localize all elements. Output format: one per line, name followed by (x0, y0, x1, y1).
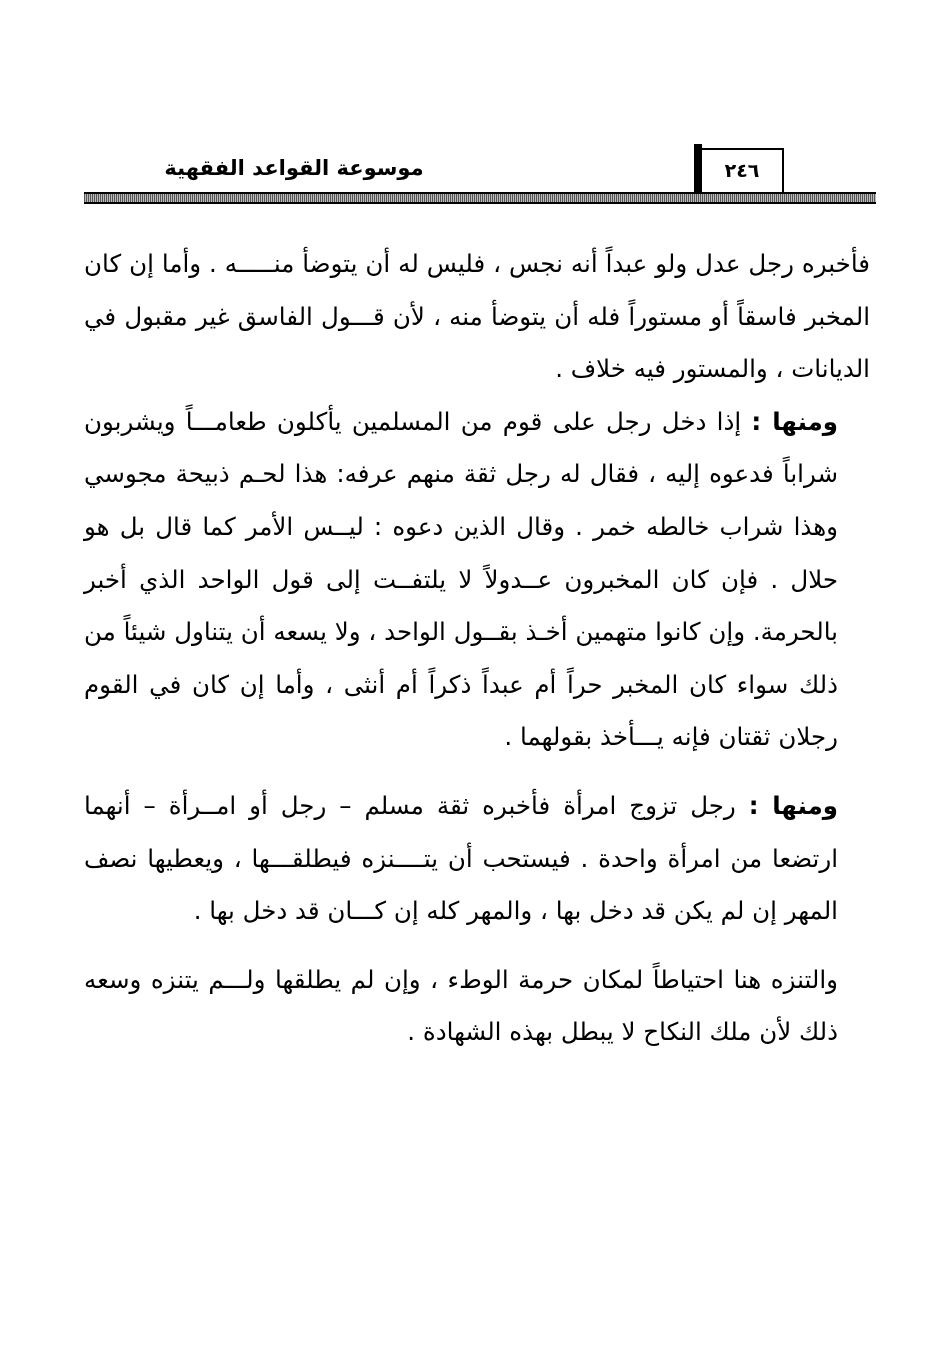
paragraph-text: رجل تزوج امرأة فأخبره ثقة مسلم – رجل أو امــرأة – أنهما ارتضعا من امرأة واحدة . فيستحب أن يتــــنزه فيطلقـــها ، ويعطيها نصف المهر إن لم يكن قد دخل بها ، والمهر كله إن كـــان قد دخل بها . (84, 790, 838, 926)
paragraph-text: إذا دخل رجل على قوم من المسلمين يأكلون طعامـــاً ويشربون شراباً فدعوه إليه ، فقال له رجل ثقة منهم عرفه: هذا لحـم ذبيحة مجوسي وهذا شراب خالطه خمر . وقال الذين دعوه : ليــس الأمر كما قال بل هو حلال . فإن كان المخبرون عــدولاً لا يلتفــت إلى قول الواحد الذي أخبر بالحرمة. وإن كانوا متهمين أخـذ بقــول الواحد ، ولا يسعه أن يتناول شيئاً من ذلك سواء كان المخبر حراً أم عبداً ذكراً أم أنثى ، وأما إن كان في القوم رجلان ثقتان فإنه يـــأخذ بقولهما . (84, 406, 838, 752)
paragraph-text: فأخبره رجل عدل ولو عبداً أنه نجس ، فليس له أن يتوضأ منـــــه . وأما إن كان المخبر فاسقاً أو مستوراً فله أن يتوضأ منه ، لأن قـــول الفاسق غير مقبول في الديانات ، والمستور فيه خلاف . (84, 249, 870, 384)
paragraph-text: والتنزه هنا احتياطاً لمكان حرمة الوطء ، وإن لم يطلقها ولـــم يتنزه وسعه ذلك لأن ملك النكاح لا يبطل بهذه الشهادة . (84, 964, 838, 1047)
paragraph-lead: ومنها : (751, 406, 838, 436)
page-number: ٢٤٦ (724, 160, 760, 182)
page-number-box (700, 148, 784, 192)
paragraph (84, 780, 870, 938)
header-rule (84, 192, 876, 204)
page-body (84, 238, 870, 1059)
page-header (84, 140, 876, 206)
paragraph (84, 238, 870, 396)
paragraph-lead: ومنها : (748, 790, 838, 820)
book-title: موسوعة القواعد الفقهية (164, 156, 424, 180)
paragraph (84, 396, 870, 764)
paragraph (84, 954, 870, 1059)
